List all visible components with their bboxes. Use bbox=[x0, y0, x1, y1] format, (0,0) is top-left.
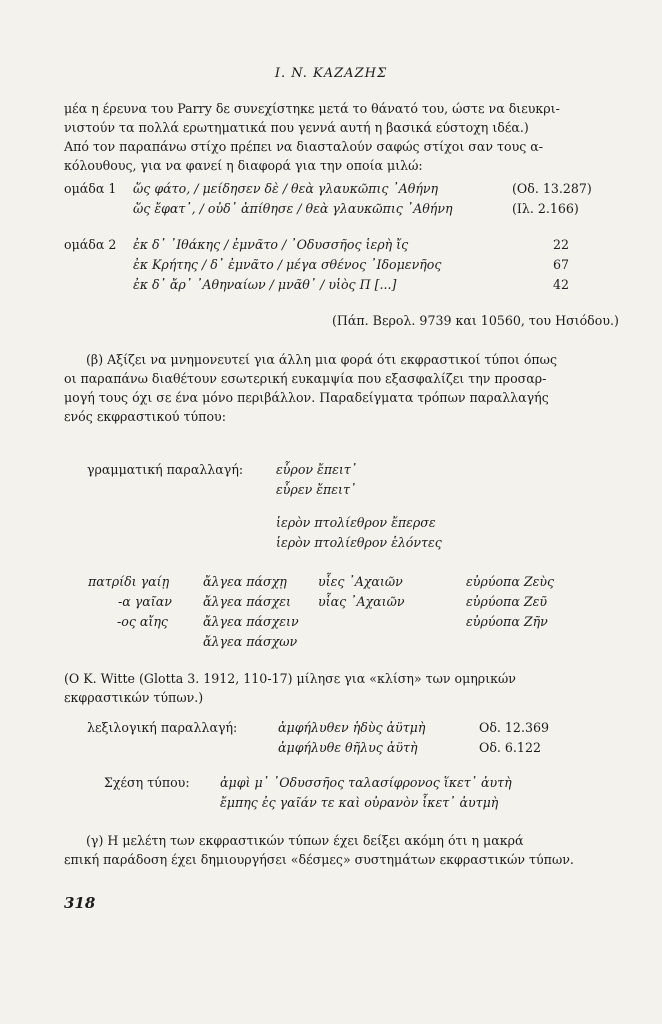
beta-paragraph bbox=[64, 350, 604, 426]
grammatical-b2: ἱερὸν πτολίεθρον ἑλόντες bbox=[276, 535, 442, 550]
lexical-label: λεξιλογική παραλλαγή: bbox=[87, 720, 238, 735]
group-2-verse-2: ἐκ Κρήτης / δ᾿ ἐμνᾶτο / μέγα σθένος ᾿Ιδομενῆος bbox=[133, 257, 442, 272]
lexical-verse-2: ἀμφήλυθε θῆλυς ἀϋτὴ bbox=[278, 740, 418, 755]
beta-line-3: μογή τους όχι σε ένα μόνο περιβάλλον. Παραδείγματα τρόπων παραλλαγής bbox=[64, 390, 549, 405]
witte-line-1: (O K. Witte (Glotta 3. 1912, 110-17) μίλησε για «κλίση» των ομηρικών bbox=[64, 671, 516, 686]
group-2-line-3: 42 bbox=[553, 277, 570, 292]
table-col2-row2: ἄλγεα πάσχει bbox=[203, 594, 291, 609]
gamma-paragraph bbox=[64, 831, 604, 869]
relation-label: Σχέση τύπου: bbox=[104, 775, 190, 790]
intro-paragraph bbox=[64, 99, 604, 175]
table-col2-row3: ἄλγεα πάσχειν bbox=[203, 614, 299, 629]
grammatical-a2: εὗρεν ἔπειτ᾿ bbox=[276, 482, 357, 497]
group-2-verse-1: ἐκ δ᾿ ᾿Ιθάκης / ἐμνᾶτο / ᾿Οδυσσῆος ἱερὴ ἴς bbox=[133, 237, 409, 252]
beta-line-4: ενός εκφραστικού τύπου: bbox=[64, 409, 226, 424]
group-1-ref-1: (Οδ. 13.287) bbox=[512, 181, 592, 196]
group-2-verse-3: ἐκ δ᾿ ἄρ᾿ ᾿Αθηναίων / μνᾶθ᾿ / υἱὸς Π [...] bbox=[133, 277, 397, 292]
table-col1-row1: πατρίδι γαίῃ bbox=[88, 574, 170, 589]
witte-line-2: εκφραστικών τύπων.) bbox=[64, 690, 204, 705]
table-col3-row2: υἷας ᾿Αχαιῶν bbox=[318, 594, 405, 609]
group-1-verse-2: ὥς ἔφατ᾿, / οὐδ᾿ ἀπίθησε / θεὰ γλαυκῶπις ᾿Αθήνη bbox=[133, 201, 453, 216]
beta-line-1: (β) Αξίζει να μνημονευτεί για άλλη μια φορά ότι εκφραστικοί τύποι όπως bbox=[86, 352, 557, 367]
lexical-ref-1: Οδ. 12.369 bbox=[479, 720, 549, 735]
group-2-line-2: 67 bbox=[553, 257, 570, 272]
group-2-source: (Πάπ. Βερολ. 9739 και 10560, του Ησιόδου.) bbox=[332, 313, 619, 328]
gamma-line-2: επική παράδοση έχει δημιουργήσει «δέσμες» συστημάτων εκφραστικών τύπων. bbox=[64, 852, 574, 867]
group-2-line-1: 22 bbox=[553, 237, 570, 252]
table-col2-row1: ἄλγεα πάσχῃ bbox=[203, 574, 287, 589]
intro-line-4: κόλουθους, για να φανεί η διαφορά για την οποία μιλώ: bbox=[64, 158, 423, 173]
grammatical-label: γραμματική παραλλαγή: bbox=[87, 462, 244, 477]
table-col3-row1: υἷες ᾿Αχαιῶν bbox=[318, 574, 403, 589]
intro-line-1: μέα η έρευνα του Parry δε συνεχίστηκε μετά το θάνατό του, ώστε να διευκρι- bbox=[64, 101, 560, 116]
intro-line-2: νιστούν τα πολλά ερωτηματικά που γεννά αυτή η βασικά εύστοχη ιδέα.) bbox=[64, 120, 529, 135]
gamma-line-1: (γ) Η μελέτη των εκφραστικών τύπων έχει δείξει ακόμη ότι η μακρά bbox=[86, 833, 524, 848]
table-col1-row3: -ος αἴης bbox=[117, 614, 168, 629]
relation-verse-2: ἔμπης ἐς γαῖάν τε καὶ οὐρανὸν ἷκετ᾿ ἀυτμὴ bbox=[220, 795, 499, 810]
group-1-verse-1: ὥς φάτο, / μείδησεν δὲ / θεὰ γλαυκῶπις ᾿Αθήνη bbox=[133, 181, 439, 196]
table-col1-row2: -α γαῖαν bbox=[118, 594, 172, 609]
running-header: I. N. ΚΑΖΑΖΗΣ bbox=[274, 66, 388, 81]
lexical-ref-2: Οδ. 6.122 bbox=[479, 740, 541, 755]
table-col2-row4: ἄλγεα πάσχων bbox=[203, 634, 298, 649]
table-col4-row1: εὐρύοπα Ζεὺς bbox=[466, 574, 555, 589]
intro-line-3: Από τον παραπάνω στίχο πρέπει να διασταλούν σαφώς στίχοι σαν τους α- bbox=[64, 139, 544, 154]
lexical-verse-1: ἀμφήλυθεν ἡδὺς ἀϋτμὴ bbox=[278, 720, 426, 735]
group-1-label: ομάδα 1 bbox=[64, 181, 117, 196]
grammatical-a1: εὗρον ἔπειτ᾿ bbox=[276, 462, 358, 477]
group-2-label: ομάδα 2 bbox=[64, 237, 117, 252]
witte-note bbox=[64, 669, 604, 707]
relation-verse-1: ἀμφὶ μ᾿ ᾿Οδυσσῆος ταλασίφρονος ἵκετ᾿ ἀυτὴ bbox=[220, 775, 512, 790]
beta-line-2: οι παραπάνω διαθέτουν εσωτερική ευκαμψία που εξασφαλίζει την προσαρ- bbox=[64, 371, 547, 386]
page-number: 318 bbox=[64, 894, 96, 912]
table-col4-row3: εὐρύοπα Ζῆν bbox=[466, 614, 548, 629]
table-col4-row2: εὐρύοπα Ζεῦ bbox=[466, 594, 548, 609]
group-1-ref-2: (Ιλ. 2.166) bbox=[512, 201, 579, 216]
grammatical-b1: ἱερὸν πτολίεθρον ἔπερσε bbox=[276, 515, 436, 530]
